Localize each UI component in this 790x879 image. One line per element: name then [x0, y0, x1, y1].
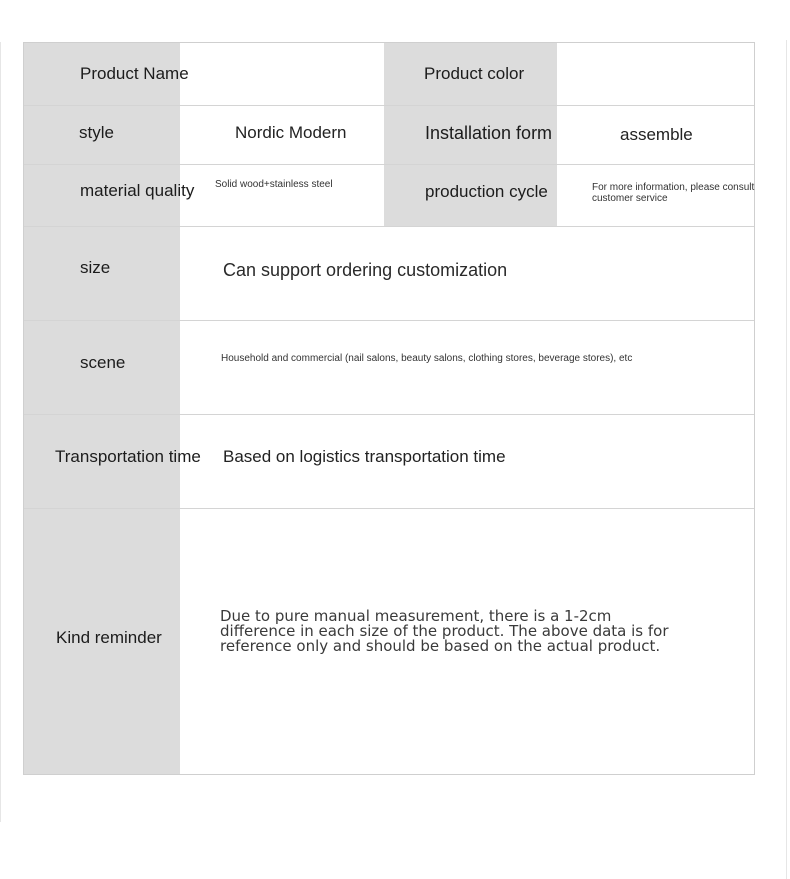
transportation-time-value: Based on logistics transportation time	[223, 447, 506, 466]
left-edge-line	[0, 42, 1, 822]
style-value: Nordic Modern	[235, 123, 347, 142]
transportation-time-label: Transportation time	[55, 447, 201, 466]
product-color-label: Product color	[424, 64, 525, 83]
production-cycle-label: production cycle	[425, 182, 548, 201]
row-divider	[24, 508, 754, 509]
kind-reminder-label: Kind reminder	[56, 628, 162, 647]
scene-value: Household and commercial (nail salons, beauty salons, clothing stores, beverage stores), etc	[221, 352, 633, 364]
size-value: Can support ordering customization	[223, 259, 508, 280]
product-spec-table	[23, 42, 755, 775]
kind-reminder-value: Due to pure manual measurement, there is a 1-2cm difference in each size of the product. The above data is for reference only and should be based on the actual product.	[220, 607, 669, 655]
installation-form-value: assemble	[620, 125, 693, 144]
product-name-label: Product Name	[80, 64, 189, 83]
installation-form-label: Installation form	[425, 122, 553, 143]
right-edge-line	[786, 40, 787, 879]
production-cycle-value: For more information, please consult customer service	[592, 182, 755, 204]
material-quality-label: material quality	[80, 181, 195, 200]
material-quality-value: Solid wood+stainless steel	[215, 178, 333, 190]
style-label: style	[79, 123, 114, 142]
row-divider	[24, 414, 754, 415]
row-divider	[24, 226, 754, 227]
size-label: size	[80, 258, 111, 277]
row-divider	[24, 320, 754, 321]
scene-label: scene	[80, 353, 126, 372]
